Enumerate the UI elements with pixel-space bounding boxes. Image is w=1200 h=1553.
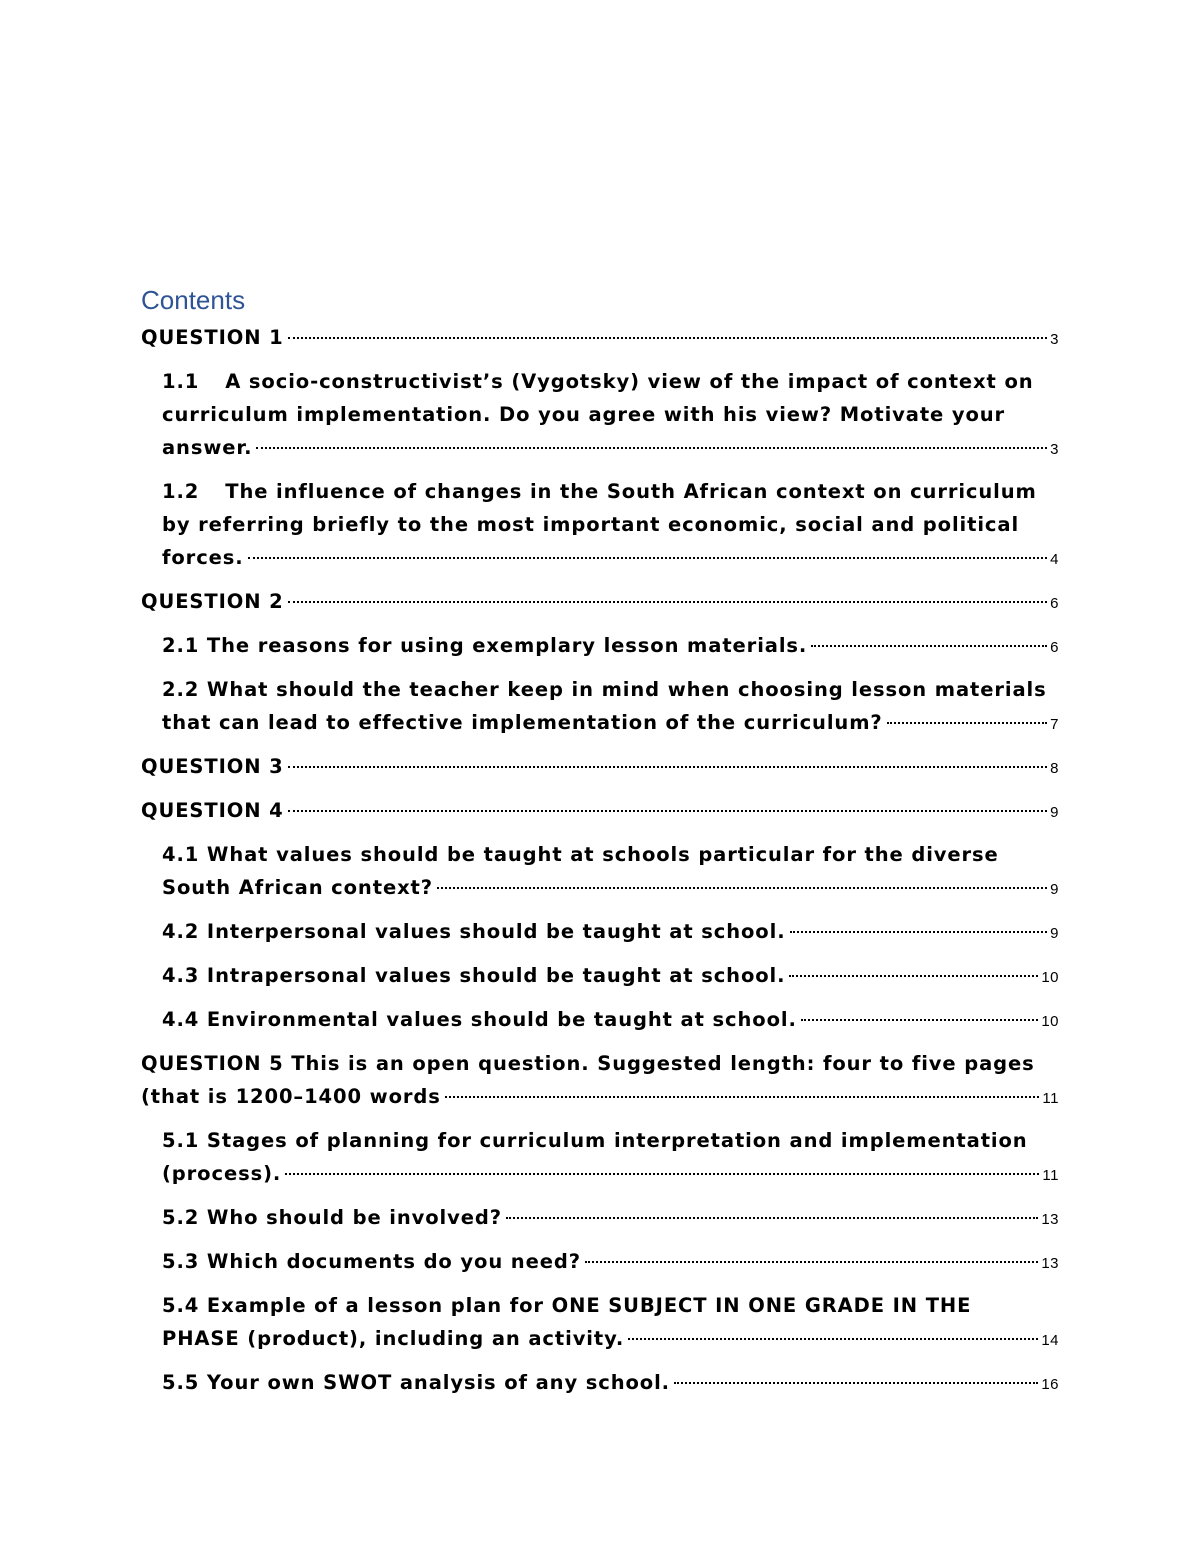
toc-entry-number: 1.1 bbox=[162, 370, 200, 393]
dot-leader bbox=[674, 1382, 1038, 1384]
toc-entry-final-line bbox=[162, 541, 1059, 576]
toc-entry-line bbox=[162, 475, 1059, 508]
toc-page-number: 16 bbox=[1041, 1376, 1059, 1393]
dot-leader bbox=[285, 1173, 1039, 1175]
toc-entry-text: The influence of changes in the South African context on curriculum bbox=[225, 480, 1037, 503]
toc-entry-subsection[interactable] bbox=[141, 838, 1059, 906]
toc-page-number: 13 bbox=[1041, 1255, 1059, 1272]
dot-leader bbox=[445, 1096, 1040, 1098]
toc-entry-title: QUESTION 2 bbox=[141, 590, 284, 613]
toc-page-number: 6 bbox=[1050, 639, 1059, 656]
dot-leader bbox=[256, 447, 1047, 449]
toc-entry-line bbox=[162, 838, 1059, 871]
toc-page-number: 4 bbox=[1050, 551, 1059, 568]
toc-page-number: 9 bbox=[1050, 881, 1059, 898]
toc-entry-title: 5.5 Your own SWOT analysis of any school. bbox=[162, 1371, 670, 1394]
toc-page-number: 3 bbox=[1050, 331, 1059, 348]
toc-entry-subsection[interactable] bbox=[141, 1366, 1059, 1401]
toc-entry-subsection[interactable] bbox=[141, 1245, 1059, 1280]
toc-entry-line bbox=[162, 365, 1059, 398]
toc-entry-final-line bbox=[141, 794, 1059, 829]
dot-leader bbox=[288, 810, 1048, 812]
toc-entry-final-line bbox=[162, 1201, 1059, 1236]
toc-page-number: 3 bbox=[1050, 441, 1059, 458]
toc-entry-subsection[interactable] bbox=[141, 915, 1059, 950]
toc-entry-text: 4.1 What values should be taught at schools particular for the diverse bbox=[162, 843, 999, 866]
toc-entry-subsection[interactable] bbox=[141, 1201, 1059, 1236]
toc-entry-title: QUESTION 4 bbox=[141, 799, 284, 822]
toc-entry-final-line bbox=[141, 750, 1059, 785]
toc-entry-line bbox=[162, 1289, 1059, 1322]
toc-entry-subsection[interactable] bbox=[141, 1003, 1059, 1038]
toc-entry-text: curriculum implementation. Do you agree with his view? Motivate your bbox=[162, 403, 1006, 426]
toc-entry-line bbox=[162, 398, 1059, 431]
dot-leader bbox=[288, 601, 1048, 603]
toc-heading: Contents bbox=[141, 285, 246, 315]
toc-entry-final-line bbox=[141, 1080, 1059, 1115]
toc-page-number: 11 bbox=[1042, 1167, 1059, 1184]
dot-leader bbox=[288, 766, 1048, 768]
toc-entry-final-line bbox=[162, 706, 1059, 741]
toc-entry-title: South African context? bbox=[162, 876, 433, 899]
toc-entry-subsection[interactable] bbox=[141, 629, 1059, 664]
toc-page-number: 7 bbox=[1050, 716, 1059, 733]
toc-entry-line bbox=[162, 508, 1059, 541]
toc-entry-question[interactable] bbox=[141, 1047, 1059, 1115]
toc-page-number: 10 bbox=[1041, 969, 1059, 986]
toc-entry-text: QUESTION 5 This is an open question. Suggested length: four to five pages bbox=[141, 1052, 1035, 1075]
toc-page-number: 9 bbox=[1050, 925, 1059, 942]
toc-entry-title: QUESTION 3 bbox=[141, 755, 284, 778]
toc-entry-final-line bbox=[162, 871, 1059, 906]
toc-entry-title: forces. bbox=[162, 546, 244, 569]
toc-entry-text: 5.1 Stages of planning for curriculum interpretation and implementation bbox=[162, 1129, 1028, 1152]
toc-entry-text: 2.2 What should the teacher keep in mind when choosing lesson materials bbox=[162, 678, 1047, 701]
toc-entry-title: 4.2 Interpersonal values should be taught at school. bbox=[162, 920, 786, 943]
toc-page-number: 14 bbox=[1041, 1332, 1059, 1349]
toc-entry-number: 1.2 bbox=[162, 480, 200, 503]
dot-leader bbox=[506, 1217, 1038, 1219]
toc-entry-title: that can lead to effective implementation of the curriculum? bbox=[162, 711, 883, 734]
toc-entry-title: 4.4 Environmental values should be taught at school. bbox=[162, 1008, 797, 1031]
toc-entry-final-line bbox=[162, 1322, 1059, 1357]
toc-page-number: 13 bbox=[1041, 1211, 1059, 1228]
toc-entry-final-line bbox=[141, 321, 1059, 356]
toc-entry-text: by referring briefly to the most important economic, social and political bbox=[162, 513, 1020, 536]
toc-page-number: 9 bbox=[1050, 804, 1059, 821]
table-of-contents bbox=[141, 321, 1059, 1410]
toc-entry-title: (that is 1200–1400 words bbox=[141, 1085, 441, 1108]
toc-entry-line bbox=[162, 1124, 1059, 1157]
toc-entry-title: PHASE (product), including an activity. bbox=[162, 1327, 625, 1350]
toc-entry-title: answer. bbox=[162, 436, 253, 459]
toc-entry-question[interactable] bbox=[141, 585, 1059, 620]
toc-entry-final-line bbox=[141, 585, 1059, 620]
toc-entry-subsection[interactable] bbox=[141, 959, 1059, 994]
dot-leader bbox=[887, 722, 1048, 724]
toc-page-number: 6 bbox=[1050, 595, 1059, 612]
dot-leader bbox=[811, 645, 1047, 647]
toc-entry-final-line bbox=[162, 1366, 1059, 1401]
dot-leader bbox=[288, 337, 1048, 339]
toc-entry-title: 5.3 Which documents do you need? bbox=[162, 1250, 581, 1273]
toc-entry-final-line bbox=[162, 1245, 1059, 1280]
toc-entry-text: 5.4 Example of a lesson plan for ONE SUBJECT IN ONE GRADE IN THE bbox=[162, 1294, 972, 1317]
toc-entry-question[interactable] bbox=[141, 750, 1059, 785]
dot-leader bbox=[248, 557, 1048, 559]
dot-leader bbox=[437, 887, 1047, 889]
dot-leader bbox=[628, 1338, 1038, 1340]
toc-entry-subsection[interactable] bbox=[141, 1289, 1059, 1357]
toc-page-number: 8 bbox=[1050, 760, 1059, 777]
toc-entry-line bbox=[141, 1047, 1059, 1080]
dot-leader bbox=[801, 1019, 1039, 1021]
toc-entry-title: 2.1 The reasons for using exemplary lesson materials. bbox=[162, 634, 808, 657]
toc-entry-final-line bbox=[162, 1157, 1059, 1192]
toc-page-number: 10 bbox=[1041, 1013, 1059, 1030]
toc-entry-final-line bbox=[162, 431, 1059, 466]
toc-entry-question[interactable] bbox=[141, 794, 1059, 829]
dot-leader bbox=[789, 975, 1038, 977]
dot-leader bbox=[790, 931, 1048, 933]
toc-entry-final-line bbox=[162, 915, 1059, 950]
toc-entry-subsection[interactable] bbox=[141, 1124, 1059, 1192]
toc-entry-question[interactable] bbox=[141, 321, 1059, 356]
toc-entry-title: QUESTION 1 bbox=[141, 326, 284, 349]
toc-entry-title: 4.3 Intrapersonal values should be taught at school. bbox=[162, 964, 786, 987]
toc-entry-text: A socio-constructivist’s (Vygotsky) view of the impact of context on bbox=[225, 370, 1034, 393]
toc-entry-subsection[interactable] bbox=[141, 365, 1059, 466]
toc-entry-final-line bbox=[162, 959, 1059, 994]
toc-entry-subsection[interactable] bbox=[141, 673, 1059, 741]
toc-entry-final-line bbox=[162, 629, 1059, 664]
toc-entry-title: 5.2 Who should be involved? bbox=[162, 1206, 502, 1229]
dot-leader bbox=[585, 1261, 1038, 1263]
toc-entry-title: (process). bbox=[162, 1162, 282, 1185]
toc-entry-subsection[interactable] bbox=[141, 475, 1059, 576]
toc-entry-final-line bbox=[162, 1003, 1059, 1038]
toc-page-number: 11 bbox=[1042, 1090, 1059, 1107]
toc-entry-line bbox=[162, 673, 1059, 706]
